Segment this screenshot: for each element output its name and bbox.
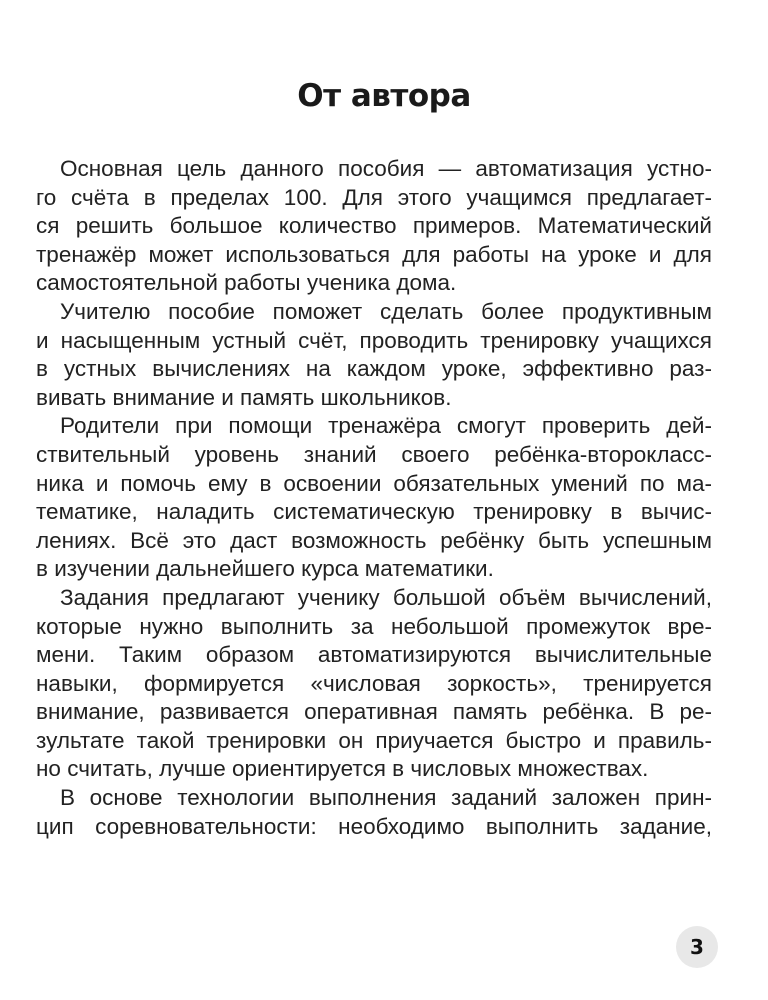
paragraph — [36, 298, 712, 412]
text-line: Учителю пособие поможет сделать более продуктивным — [60, 298, 712, 324]
text-line: В основе технологии выполнения заданий заложен прин- — [60, 785, 712, 811]
page-number-badge — [676, 926, 718, 968]
text-line: Задания предлагают ученику большой объём вычислений, — [60, 584, 712, 610]
text-line: самостоятельной работы ученика дома. — [36, 270, 457, 296]
text-line: внимание, развивается оперативная память ребёнка. В ре- — [36, 699, 712, 725]
text-line: цип соревновательности: необходимо выполнить задание, — [36, 813, 712, 839]
text-line: ствительный уровень знаний своего ребёнка-второкласс- — [36, 441, 712, 467]
text-line: в изучении дальнейшего курса математики. — [36, 556, 494, 582]
text-line: тематике, наладить систематическую тренировку в вычис- — [36, 499, 712, 525]
text-line: в устных вычислениях на каждом уроке, эффективно раз- — [36, 356, 712, 382]
text-line: которые нужно выполнить за небольшой промежуток вре- — [36, 613, 712, 639]
text-line: но считать, лучше ориентируется в числовых множествах. — [36, 756, 649, 782]
text-line: навыки, формируется «числовая зоркость», тренируется — [36, 670, 712, 696]
text-line: и насыщенным устный счёт, проводить тренировку учащихся — [36, 327, 712, 353]
paragraph — [36, 584, 712, 784]
text-line: мени. Таким образом автоматизируются вычислительные — [36, 642, 712, 668]
text-line: ся решить большое количество примеров. Математический — [36, 213, 712, 239]
text-line: зультате такой тренировки он приучается быстро и правиль- — [36, 727, 712, 753]
text-line: Основная цель данного пособия — автоматизация устно- — [60, 156, 712, 181]
text-line: го счёта в пределах 100. Для этого учащимся предлагает- — [36, 184, 712, 210]
page-title: От автора — [297, 78, 471, 114]
text-line: ника и помочь ему в освоении обязательных умений по ма- — [36, 470, 712, 496]
text-line: Родители при помощи тренажёра смогут проверить дей- — [60, 413, 712, 439]
text-line: вивать внимание и память школьников. — [36, 384, 452, 410]
paragraph — [36, 784, 712, 841]
body-text — [36, 155, 712, 841]
page-number: 3 — [690, 935, 704, 959]
text-line: тренажёр может использоваться для работы на уроке и для — [36, 241, 712, 267]
paragraph — [36, 155, 712, 298]
text-line: лениях. Всё это даст возможность ребёнку быть успешным — [36, 527, 712, 553]
paragraph — [36, 412, 712, 584]
